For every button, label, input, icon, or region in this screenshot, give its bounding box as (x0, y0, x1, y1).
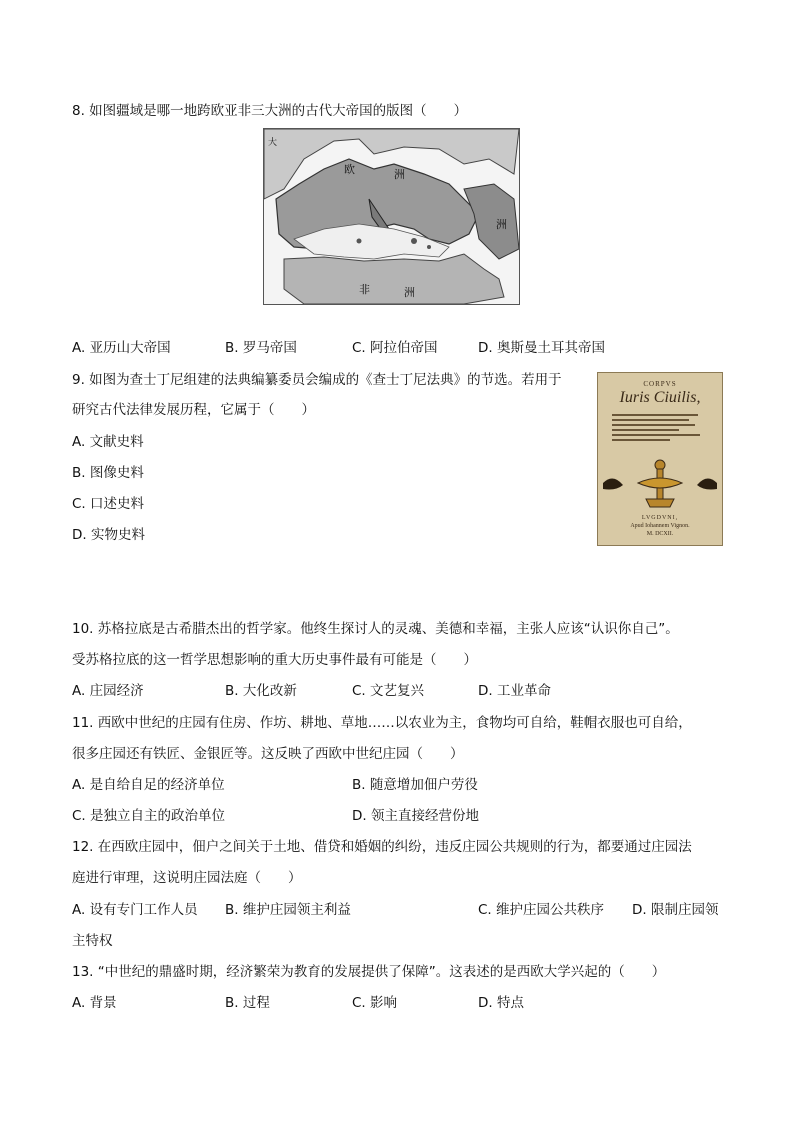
question-12-option-c[interactable]: C. 维护庄园公共秩序 (478, 902, 605, 918)
book-emblem-graphic (598, 453, 722, 513)
question-10-option-c[interactable]: C. 文艺复兴 (352, 683, 425, 699)
map-label-africa-2: 洲 (404, 286, 415, 299)
book-title-text: Iuris Ciuilis, (619, 389, 701, 406)
question-11-option-b[interactable]: B. 随意增加佃户劳役 (352, 777, 478, 793)
map-label-asia: 洲 (496, 218, 507, 231)
book-bottom-text-1: LVGDVNI, (641, 515, 679, 521)
question-8-option-c[interactable]: C. 阿拉伯帝国 (352, 340, 438, 356)
question-10-option-b[interactable]: B. 大化改新 (225, 683, 297, 699)
question-8-stem: 8. 如图疆域是哪一地跨欧亚非三大洲的古代大帝国的版图（ ） (72, 103, 468, 119)
book-top-text: CORPVS (643, 380, 677, 388)
question-11-stem-line-1: 11. 西欧中世纪的庄园有住房、作坊、耕地、草地……以农业为主，食物均可自给，鞋帽衣服也可自给， (72, 715, 692, 731)
question-10-stem-line-1: 10. 苏格拉底是古希腊杰出的哲学家。他终生探讨人的灵魂、美德和幸福，主张人应该“认识你自己”。 (72, 621, 679, 637)
question-8-option-b[interactable]: B. 罗马帝国 (225, 340, 297, 356)
map-label-europe-1: 欧 (344, 163, 355, 176)
codex-title-page-image (597, 372, 723, 546)
question-12-stem-line-1: 12. 在西欧庄园中，佃户之间关于土地、借贷和婚姻的纠纷，违反庄园公共规则的行为，都要通过庄园法 (72, 839, 692, 855)
question-12-option-b[interactable]: B. 维护庄园领主利益 (225, 902, 351, 918)
map-label-africa-1: 非 (359, 283, 370, 296)
question-13-option-c[interactable]: C. 影响 (352, 995, 398, 1011)
question-9-option-a[interactable]: A. 文献史料 (72, 434, 144, 450)
question-10-option-a[interactable]: A. 庄园经济 (72, 683, 144, 699)
book-bottom-text-3: M. DCXII. (646, 531, 674, 537)
book-bottom-text-2: Apud Iohannem Vignon. (630, 523, 690, 529)
question-13-stem: 13. “中世纪的鼎盛时期，经济繁荣为教育的发展提供了保障”。这表述的是西欧大学兴起的（ ） (72, 964, 666, 980)
question-12-option-d[interactable]: D. 限制庄园领 (632, 902, 719, 918)
question-9-option-c[interactable]: C. 口述史料 (72, 496, 145, 512)
question-12-option-a[interactable]: A. 设有专门工作人员 (72, 902, 198, 918)
map-label-corner: 大 (268, 138, 278, 148)
question-11-option-a[interactable]: A. 是自给自足的经济单位 (72, 777, 225, 793)
question-13-option-d[interactable]: D. 特点 (478, 995, 524, 1011)
question-12-option-d-continuation: 主特权 (72, 933, 113, 949)
question-9-stem-line-2: 研究古代法律发展历程，它属于（ ） (72, 402, 315, 418)
roman-empire-map (263, 128, 520, 305)
question-13-option-b[interactable]: B. 过程 (225, 995, 270, 1011)
map-graphic (264, 129, 519, 304)
question-13-option-a[interactable]: A. 背景 (72, 995, 117, 1011)
question-10-stem-line-2: 受苏格拉底的这一哲学思想影响的重大历史事件最有可能是（ ） (72, 652, 477, 668)
question-10-option-d[interactable]: D. 工业革命 (478, 683, 551, 699)
question-11-option-d[interactable]: D. 领主直接经营份地 (352, 808, 479, 824)
question-8-option-d[interactable]: D. 奥斯曼土耳其帝国 (478, 340, 605, 356)
question-11-stem-line-2: 很多庄园还有铁匠、金银匠等。这反映了西欧中世纪庄园（ ） (72, 746, 464, 762)
question-9-option-b[interactable]: B. 图像史料 (72, 465, 144, 481)
question-9-option-d[interactable]: D. 实物史料 (72, 527, 145, 543)
question-9-stem-line-1: 9. 如图为查士丁尼组建的法典编纂委员会编成的《查士丁尼法典》的节选。若用于 (72, 372, 562, 388)
question-11-option-c[interactable]: C. 是独立自主的政治单位 (72, 808, 226, 824)
question-12-stem-line-2: 庭进行审理，这说明庄园法庭（ ） (72, 870, 302, 886)
map-label-europe-2: 洲 (394, 168, 405, 181)
book-text-lines (612, 411, 708, 444)
question-8-option-a[interactable]: A. 亚历山大帝国 (72, 340, 171, 356)
